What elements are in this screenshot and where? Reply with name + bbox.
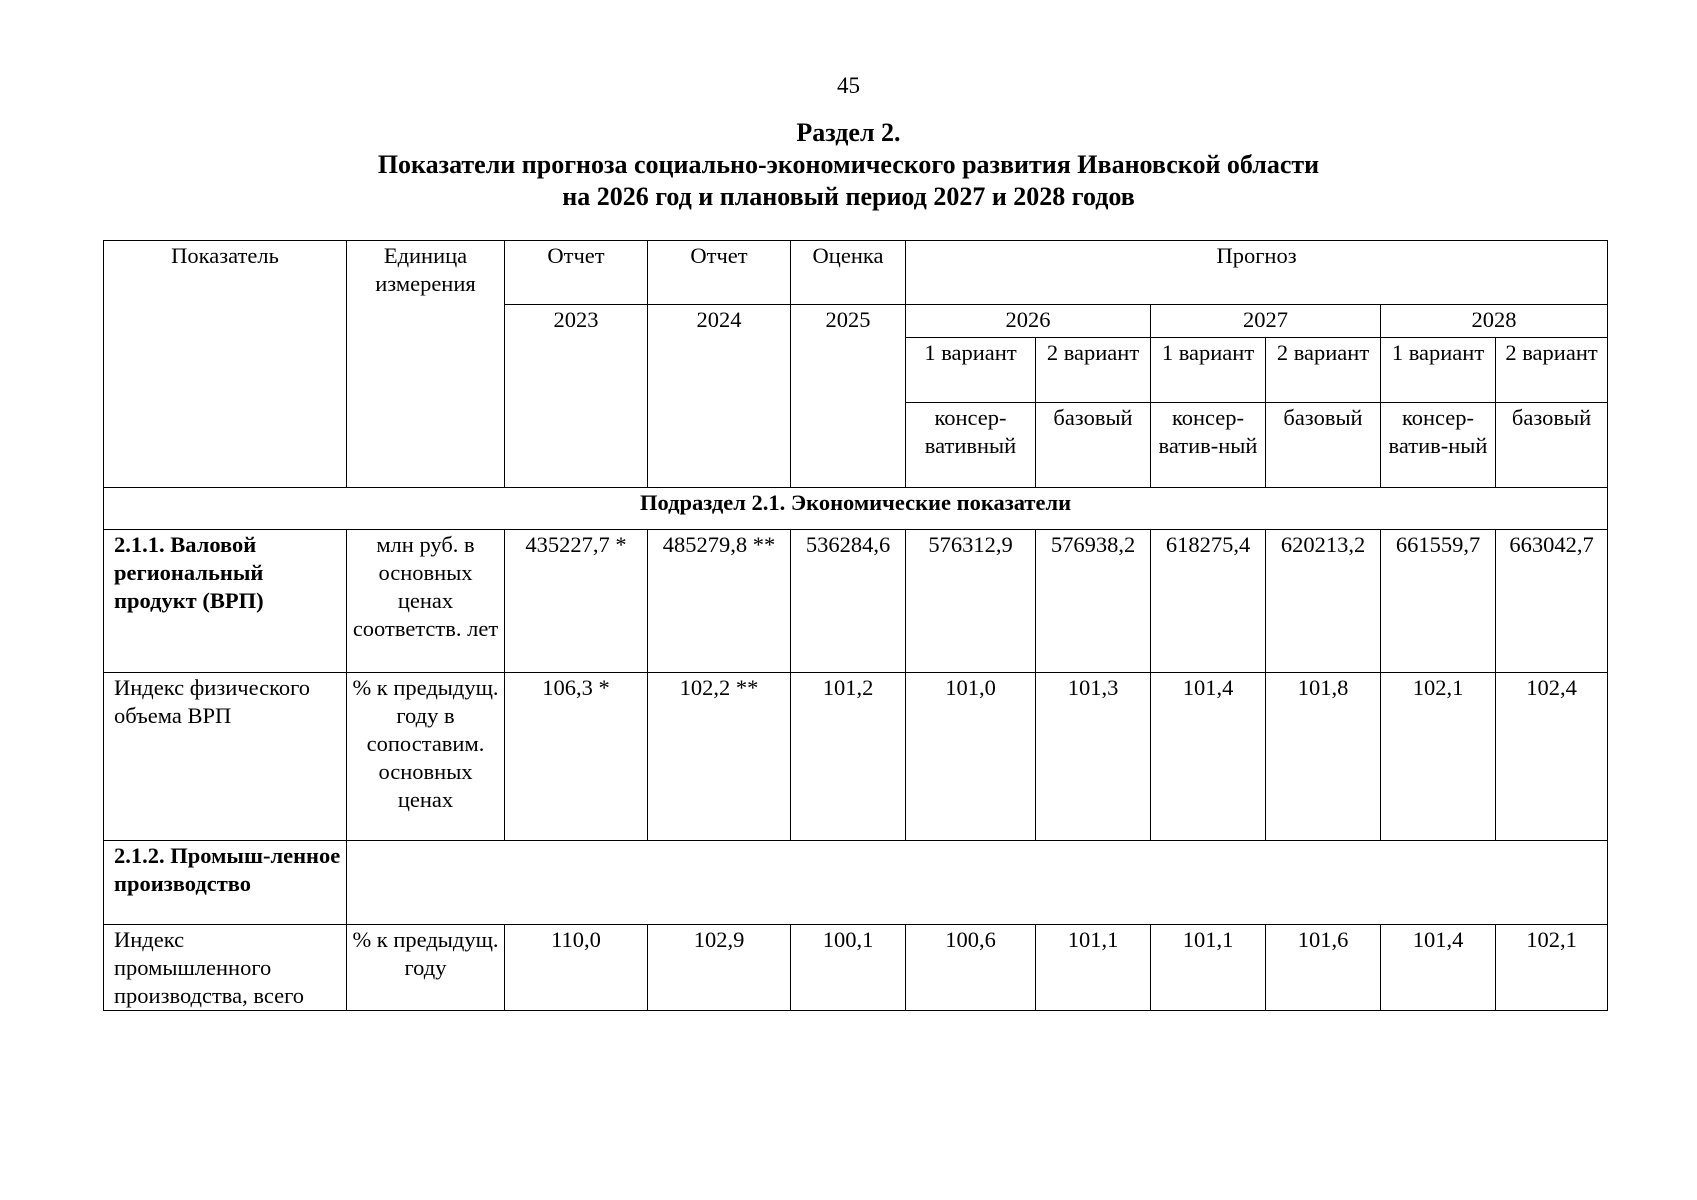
header-year-2023: 2023 [505, 305, 648, 488]
variant-name: консер-ватив-ный [1151, 403, 1266, 488]
subsection-title: Подраздел 2.1. Экономические показатели [104, 488, 1608, 530]
indicator-cell: 2.1.1. Валовой региональный продукт (ВРП) [104, 530, 347, 673]
variant-name: базовый [1496, 403, 1608, 488]
page-number: 45 [837, 73, 860, 98]
document-subtitle: на 2026 год и плановый период 2027 и 2028 годов [562, 182, 1135, 211]
header-report-2023: Отчет [505, 241, 648, 305]
value-cell: 101,8 [1266, 673, 1381, 841]
value-cell: 576938,2 [1036, 530, 1151, 673]
header-year-2026: 2026 [906, 305, 1151, 338]
section-title-cell: 2.1.2. Промыш-ленное производство [104, 841, 347, 925]
indicator-cell: Индекс промышленного производства, всего [104, 925, 347, 1011]
forecast-table [103, 240, 1608, 1011]
value-cell: 101,0 [906, 673, 1036, 841]
unit-cell: % к предыдущ. году в сопоставим. основных ценах [347, 673, 505, 841]
header-forecast: Прогноз [906, 241, 1608, 305]
variant-number: 2 вариант [1496, 338, 1608, 403]
header-year-2028: 2028 [1381, 305, 1608, 338]
unit-cell: % к предыдущ. году [347, 925, 505, 1011]
value-cell: 101,6 [1266, 925, 1381, 1011]
value-cell: 102,1 [1496, 925, 1608, 1011]
document-title: Показатели прогноза социально-экономического развития Ивановской области [377, 150, 1320, 179]
header-unit: Единица измерения [347, 241, 505, 488]
value-cell: 618275,4 [1151, 530, 1266, 673]
variant-name: базовый [1036, 403, 1151, 488]
header-year-2027: 2027 [1151, 305, 1381, 338]
value-cell: 102,4 [1496, 673, 1608, 841]
value-cell: 106,3 * [505, 673, 648, 841]
variant-number: 1 вариант [1151, 338, 1266, 403]
section-empty-cell [347, 841, 1608, 925]
value-cell: 485279,8 ** [648, 530, 791, 673]
table-row [104, 530, 1608, 673]
indicator-cell: Индекс физического объема ВРП [104, 673, 347, 841]
value-cell: 110,0 [505, 925, 648, 1011]
value-cell: 536284,6 [791, 530, 906, 673]
variant-name: базовый [1266, 403, 1381, 488]
value-cell: 101,4 [1151, 673, 1266, 841]
header-report-2024: Отчет [648, 241, 791, 305]
header-year-2024: 2024 [648, 305, 791, 488]
variant-number: 2 вариант [1266, 338, 1381, 403]
table-row [104, 925, 1608, 1011]
document-heading [0, 117, 1697, 213]
variant-number: 2 вариант [1036, 338, 1151, 403]
header-indicator: Показатель [104, 241, 347, 488]
table-row [104, 673, 1608, 841]
section-row [104, 841, 1608, 925]
value-cell: 100,6 [906, 925, 1036, 1011]
value-cell: 102,2 ** [648, 673, 791, 841]
value-cell: 620213,2 [1266, 530, 1381, 673]
value-cell: 101,1 [1151, 925, 1266, 1011]
value-cell: 661559,7 [1381, 530, 1496, 673]
header-estimate-2025: Оценка [791, 241, 906, 305]
header-row-1 [104, 241, 1608, 305]
value-cell: 576312,9 [906, 530, 1036, 673]
variant-name: консер-ватив-ный [1381, 403, 1496, 488]
variant-number: 1 вариант [1381, 338, 1496, 403]
value-cell: 101,3 [1036, 673, 1151, 841]
value-cell: 100,1 [791, 925, 906, 1011]
value-cell: 435227,7 * [505, 530, 648, 673]
section-title: Раздел 2. [796, 118, 901, 147]
unit-cell: млн руб. в основных ценах соответств. лет [347, 530, 505, 673]
value-cell: 101,1 [1036, 925, 1151, 1011]
header-year-2025: 2025 [791, 305, 906, 488]
value-cell: 101,2 [791, 673, 906, 841]
value-cell: 101,4 [1381, 925, 1496, 1011]
variant-name: консер-вативный [906, 403, 1036, 488]
variant-number: 1 вариант [906, 338, 1036, 403]
value-cell: 663042,7 [1496, 530, 1608, 673]
value-cell: 102,1 [1381, 673, 1496, 841]
value-cell: 102,9 [648, 925, 791, 1011]
subsection-row [104, 488, 1608, 530]
